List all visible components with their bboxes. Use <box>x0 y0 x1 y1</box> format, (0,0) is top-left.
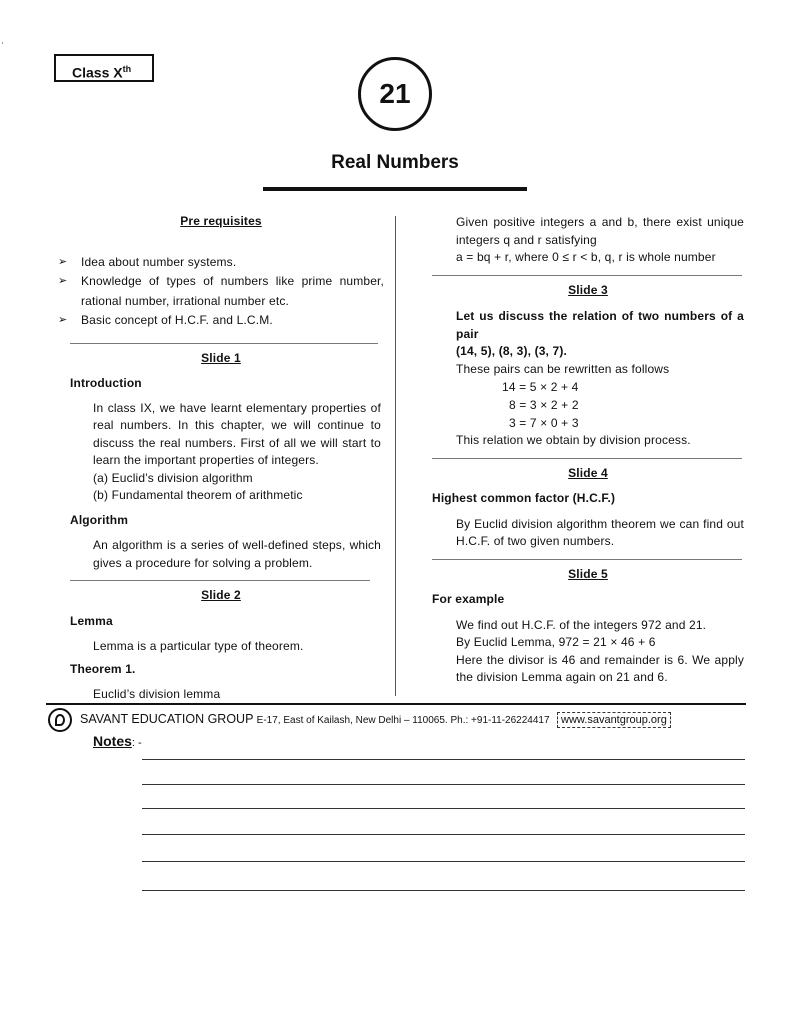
list-item-b: (b) Fundamental theorem of arithmetic <box>93 488 303 502</box>
list-item: ➢ Basic concept of H.C.F. and L.C.M. <box>58 311 384 331</box>
arrow-bullet-icon: ➢ <box>58 275 68 287</box>
footer-rule <box>46 703 746 705</box>
class-label: Class X <box>72 64 123 81</box>
list-item: ➢ Idea about number systems. <box>58 253 384 273</box>
equation: 8 = 3 × 2 + 2 <box>502 398 579 412</box>
arrow-bullet-icon: ➢ <box>58 255 68 268</box>
note-line[interactable] <box>142 759 745 760</box>
savant-logo-icon <box>48 708 72 732</box>
notes-suffix: : - <box>131 737 142 749</box>
slide-1-heading: Slide 1 <box>201 350 241 365</box>
theorem-text: Euclid’s division lemma <box>93 687 221 701</box>
hcf-heading: Highest common factor (H.C.F.) <box>432 491 616 505</box>
note-line[interactable] <box>142 808 745 809</box>
left-column <box>58 213 384 704</box>
notes-title: Notes <box>93 733 132 749</box>
example-line-2: By Euclid Lemma, 972 = 21 × 46 + 6 <box>456 635 656 649</box>
slide-2-heading: Slide 2 <box>201 588 241 602</box>
example-line-1: We find out H.C.F. of the integers 972 and 21. <box>456 617 707 632</box>
algorithm-heading: Algorithm <box>70 512 129 527</box>
relation-intro: Let us discuss the relation of two numbers of a pair <box>456 309 744 341</box>
equation: 14 = 5 × 2 + 4 <box>502 380 579 394</box>
introduction-heading: Introduction <box>70 376 142 390</box>
corner-mark <box>2 42 3 44</box>
introduction-text: In class IX, we have learnt elementary properties of real numbers. In this chapter, we will continue to discuss the real numbers. First of all we will start to learn the important properties of integers. <box>93 400 381 467</box>
lemma-formula: a = bq + r, where 0 ≤ r < b, q, r is whole number <box>456 250 716 264</box>
column-divider <box>395 216 396 696</box>
website-link[interactable]: www.savantgroup.org <box>557 712 671 728</box>
example-heading: For example <box>432 592 505 606</box>
rewrite-text: These pairs can be rewritten as follows <box>456 361 670 376</box>
lemma-statement: Given positive integers a and b, there exist unique integers q and r satisfying <box>456 215 744 247</box>
chapter-number: 21 <box>358 57 432 131</box>
page-title: Real Numbers <box>331 152 459 173</box>
class-label-box <box>54 54 154 82</box>
hcf-text: By Euclid division algorithm theorem we can find out H.C.F. of two given numbers. <box>456 516 744 548</box>
theorem-heading: Theorem 1. <box>70 661 136 676</box>
divider <box>432 275 742 276</box>
conclusion-text: This relation we obtain by division process. <box>456 433 691 447</box>
divider <box>70 343 378 344</box>
lemma-heading: Lemma <box>70 613 113 628</box>
note-line[interactable] <box>142 784 745 785</box>
example-line-3: Here the divisor is 46 and remainder is 6. We apply the division Lemma again on 21 and 6. <box>456 652 744 684</box>
list-item: ➢ Knowledge of types of numbers like prime number, rational number, irrational number etc. <box>58 274 384 308</box>
right-column <box>432 214 744 687</box>
divider <box>432 559 742 560</box>
prerequisites-heading: Pre requisites <box>180 214 262 228</box>
algorithm-text: An algorithm is a series of well-defined steps, which gives a procedure for solving a problem. <box>93 538 381 570</box>
title-underline <box>263 187 527 191</box>
pairs-list: (14, 5), (8, 3), (3, 7). <box>456 344 567 358</box>
notes-label <box>93 733 142 749</box>
prerequisites-list <box>58 253 384 331</box>
note-line[interactable] <box>142 861 745 862</box>
organization-address: E-17, East of Kailash, New Delhi – 110065. Ph.: +91-11-26224417 <box>256 715 550 726</box>
divider <box>432 458 742 459</box>
arrow-bullet-icon: ➢ <box>58 314 68 326</box>
note-line[interactable] <box>142 890 745 891</box>
note-line[interactable] <box>142 834 745 835</box>
slide-5-heading: Slide 5 <box>568 566 608 581</box>
organization-name: SAVANT EDUCATION GROUP <box>80 712 254 726</box>
equation: 3 = 7 × 0 + 3 <box>502 416 579 430</box>
equations <box>432 378 744 432</box>
divider <box>70 580 370 581</box>
list-item-a: (a) Euclid’s division algorithm <box>93 470 253 485</box>
lemma-text: Lemma is a particular type of theorem. <box>93 639 304 653</box>
class-superscript: th <box>122 64 132 74</box>
slide-4-heading: Slide 4 <box>568 465 608 480</box>
slide-3-heading: Slide 3 <box>568 282 608 297</box>
footer-info <box>80 712 671 726</box>
